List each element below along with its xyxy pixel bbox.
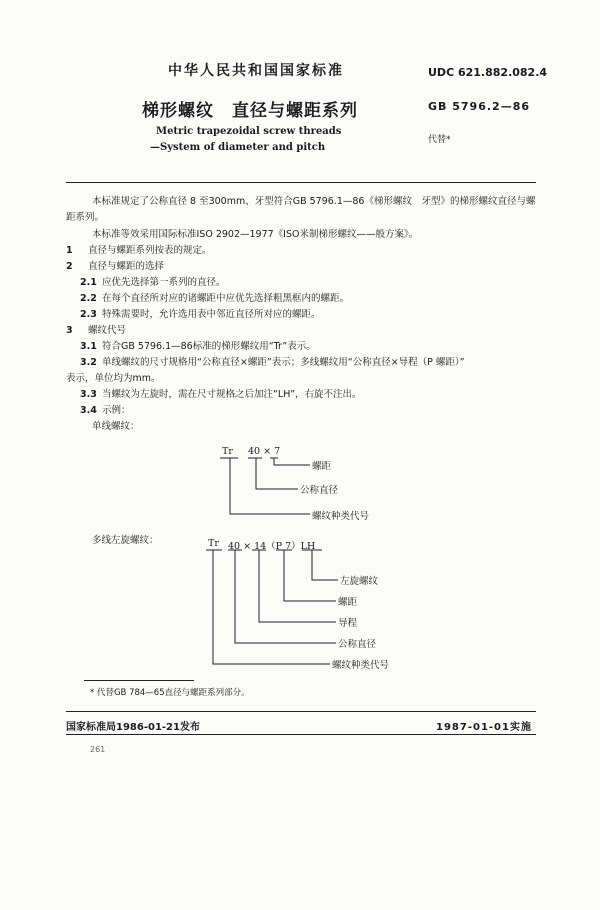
page-number: 261	[90, 745, 106, 754]
section-text: 特殊需要时，允许选用表中邻近直径所对应的螺距。	[102, 309, 321, 320]
section-number: 3.2	[80, 357, 97, 368]
single-thread-code-spec: 40 × 7	[248, 446, 281, 457]
section-number: 2	[66, 261, 73, 272]
section-number: 2.2	[80, 293, 97, 304]
footnote-rule	[84, 680, 194, 681]
multi-label-left-hand: 左旋螺纹	[340, 576, 379, 587]
udc-code: UDC 621.882.082.4	[428, 66, 548, 79]
single-thread-caption: 单线螺纹：	[92, 421, 140, 432]
section-text: 直径与螺距的选择	[88, 261, 165, 272]
footer-bottom-rule	[66, 734, 536, 735]
intro-paragraph-1: 本标准规定了公称直径 8 至300mm、牙型符合GB 5796.1—86《梯形螺纹 牙型》的梯形螺纹直径与螺距系列。	[66, 196, 536, 223]
document-title: 梯形螺纹 直径与螺距系列	[142, 101, 358, 121]
single-thread-code-tr: Tr	[222, 446, 233, 457]
section-number: 3	[66, 325, 73, 336]
single-label-pitch: 螺距	[312, 461, 332, 472]
section-text: 符合GB 5796.1—86标准的梯形螺纹用“Tr”表示。	[102, 341, 316, 352]
multi-thread-code-tr: Tr	[208, 538, 219, 549]
intro-paragraph-2: 本标准等效采用国际标准ISO 2902—1977《ISO米制梯形螺纹——般方案》。	[92, 229, 419, 240]
english-title-line-2: —System of diameter and pitch	[150, 142, 326, 153]
multi-thread-leaders	[206, 550, 338, 664]
leader-nominal-diameter	[256, 458, 298, 489]
issue-date: 国家标准局1986-01-21发布	[66, 722, 200, 733]
footer-rule	[66, 711, 536, 712]
section-number: 1	[66, 245, 73, 256]
section-text: 直径与螺距系列按表的规定。	[88, 245, 212, 256]
single-label-thread-type: 螺纹种类代号	[312, 511, 370, 522]
section-number: 3.3	[80, 389, 97, 400]
multi-thread-code-spec: 40 × 14（P 7）LH	[228, 541, 316, 552]
section-number: 3.1	[80, 341, 97, 352]
leader-nominal-diameter	[235, 550, 336, 643]
effective-date: 1987-01-01实施	[436, 722, 532, 733]
leader-lead	[259, 550, 336, 622]
multi-label-pitch: 螺距	[338, 597, 358, 608]
section-text: 示例：	[102, 405, 131, 416]
leader-pitch	[284, 550, 336, 601]
english-title-line-1: Metric trapezoidal screw threads	[156, 126, 342, 137]
section-text: 螺纹代号	[88, 325, 127, 336]
section-text: 单线螺纹的尺寸规格用“公称直径×螺距”表示；多线螺纹用“公称直径×导程（P 螺距）”	[102, 357, 465, 368]
issuing-country-standard: 中华人民共和国国家标准	[168, 63, 344, 79]
section-3-2-cont: 表示，单位均为mm。	[66, 373, 161, 384]
section-text: 在每个直径所对应的诸螺距中应优先选择粗黑框内的螺距。	[102, 293, 350, 304]
multi-label-lead: 导程	[338, 618, 358, 629]
section-text: 当螺纹为左旋时，需在尺寸规格之后加注“LH”，右旋不注出。	[102, 389, 362, 400]
leader-thread-type	[230, 458, 310, 514]
multi-label-nominal-diameter: 公称直径	[338, 639, 377, 650]
leader-pitch	[274, 458, 310, 465]
single-thread-leaders	[220, 458, 310, 514]
standard-code: GB 5796.2—86	[428, 100, 530, 113]
multi-label-thread-type: 螺纹种类代号	[332, 660, 390, 671]
section-number: 2.3	[80, 309, 97, 320]
section-text: 应优先选择第一系列的直径。	[102, 277, 226, 288]
section-number: 2.1	[80, 277, 97, 288]
footnote: * 代替GB 784—65直径与螺距系列部分。	[90, 688, 250, 698]
multi-thread-caption: 多线左旋螺纹：	[92, 535, 159, 546]
single-label-nominal-diameter: 公称直径	[300, 485, 339, 496]
section-number: 3.4	[80, 405, 97, 416]
leader-left-hand	[312, 550, 338, 580]
replaces-note: 代替*	[428, 135, 451, 145]
